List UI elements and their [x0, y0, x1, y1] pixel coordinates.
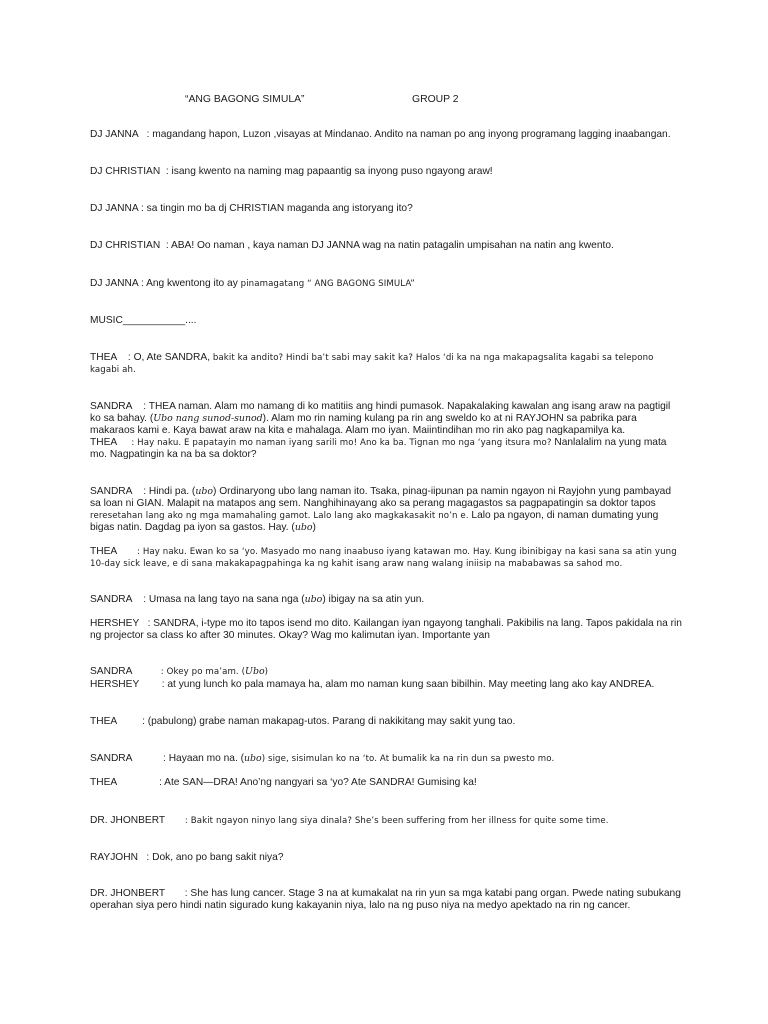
dialogue-text: Lalo pa ngayon, di naman dumating yung bigas natin. Dagdag pa iyon sa gastos. Hay. (: [90, 510, 659, 533]
dialogue-text: ) Ordinaryong ubo lang naman ito. Tsaka, pinag-iipunan pa namin ngayon ni Rayjohn yung pambayad sa loan ni GIAN. Malapit na matapos ang sem. Nanghihinayang ako sa perang magagastos sa pagpapatingin sa doktor tapos: [90, 486, 671, 509]
dialogue-text: pinamagatang “ ANG BAGONG SIMULA”: [240, 279, 415, 289]
separator: :: [160, 240, 171, 251]
dialogue-text: Dok, ano po bang sakit niya?: [152, 852, 284, 863]
separator: :: [138, 278, 147, 289]
speaker: THEA: [90, 352, 117, 363]
dialogue-line: [90, 852, 682, 864]
speaker: SANDRA: [90, 401, 132, 412]
dialogue-text: O, Ate SANDRA,: [133, 352, 213, 363]
dialogue-text: Okey po ma’am. (: [166, 667, 246, 677]
speaker: SANDRA: [90, 666, 133, 677]
script-title: “ANG BAGONG SIMULA”: [185, 94, 305, 105]
dialogue-text: ) sige, sisimulan ko na ‘to. At bumalik ka na rin dun sa pwesto mo.: [261, 754, 555, 764]
dialogue-text: Umasa na lang tayo na sana nga (: [148, 594, 305, 605]
dialogue-line: [90, 679, 682, 691]
stage-direction: Ubo: [245, 666, 265, 677]
speaker: THEA: [90, 777, 117, 788]
dialogue-line: [90, 618, 682, 642]
dialogue-line: [90, 716, 682, 728]
dialogue-text: Hay naku. E papatayin mo naman iyang sarili mo! Ano ka ba. Tignan mo nga ‘yang itsura mo?: [137, 438, 555, 448]
speaker: THEA: [90, 716, 117, 727]
speaker: RAYJOHN: [90, 852, 138, 863]
separator: :: [160, 166, 172, 177]
dialogue-text: Nanlalalim na yung mata mo. Nagpatingin ka na ba sa doktor?: [90, 437, 667, 460]
dialogue-text: ) ibigay na sa atin yun.: [322, 594, 425, 605]
separator: :: [139, 679, 168, 690]
stage-direction: ubo: [294, 522, 313, 533]
dialogue-line: [90, 129, 682, 141]
speaker: DJ CHRISTIAN: [90, 240, 161, 251]
dialogue-line: [90, 753, 682, 765]
dialogue-line: [90, 352, 682, 376]
dialogue-text: THEA naman. Alam mo namang di ko matitiis ang hindi pumasok. Napakalaking kawalan ang isang araw na pagtigil ko sa bahay. (: [90, 401, 671, 424]
speaker: SANDRA: [90, 594, 132, 605]
dialogue-line: [90, 486, 682, 534]
speaker: THEA: [90, 546, 118, 557]
dialogue-text: sa tingin mo ba dj CHRISTIAN maganda ang istoryang ito?: [146, 203, 413, 214]
speaker: SANDRA: [90, 486, 132, 497]
dialogue-line: [90, 594, 682, 606]
dialogue-line: [90, 203, 682, 215]
dialogue-text: ABA! Oo naman , kaya naman DJ JANNA wag na natin patagalin umpisahan na natin ang kwento.: [170, 240, 614, 251]
separator: :: [139, 618, 154, 629]
separator: :: [116, 777, 165, 788]
separator: :: [137, 852, 153, 863]
dialogue-text: isang kwento na naming mag papaantig sa inyong puso ngayong araw!: [171, 166, 493, 177]
speaker: DJ CHRISTIAN: [90, 166, 161, 177]
dialogue-text: SANDRA, i-type mo ito tapos isend mo dito. Kailangan iyan ngayong tanghali. Pakibilis na lang. Tapos pakidala na rin ng projector sa class ko after 30 minutes. Okay? Wag mo kalimutan iyan. Importante yan: [90, 618, 682, 641]
dialogue-text: Ate SAN—DRA! Ano’ng nangyari sa ‘yo? Ate SANDRA! Gumising ka!: [164, 777, 477, 788]
separator: :: [131, 594, 149, 605]
speaker: THEA: [90, 437, 118, 448]
separator: :: [116, 352, 134, 363]
speaker: SANDRA: [90, 753, 132, 764]
dialogue-text: reresetahan lang ako ng mga mamahaling gamot. Lalo lang ako magkakasakit no’n e.: [90, 511, 469, 521]
separator: :: [131, 486, 149, 497]
group-label: GROUP 2: [412, 94, 459, 105]
speaker: HERSHEY: [90, 679, 140, 690]
dialogue-text: Ang kwentong ito ay: [146, 278, 241, 289]
speaker: DJ JANNA: [90, 129, 139, 140]
stage-direction: ubo: [304, 594, 323, 605]
speaker: DJ JANNA: [90, 203, 139, 214]
speaker: HERSHEY: [90, 618, 140, 629]
speaker: DJ JANNA: [90, 278, 139, 289]
speaker: DR. JHONBERT: [90, 888, 165, 899]
stage-direction: ubo: [244, 753, 262, 764]
dialogue-text: ). Alam mo rin naming kulang pa rin ang sweldo ko at ni RAYJOHN sa pabrika para makaraos kami e. Kaya bawat araw na kita e mahalaga. Alam mo iyan. Maiintindihan mo rin ako pag nagkapamilya ka.: [90, 413, 637, 436]
dialogue-text: Hindi pa. (: [148, 486, 196, 497]
dialogue-line: [90, 546, 682, 570]
dialogue-text: (pabulong) grabe naman makapag-utos. Parang di nakikitang may sakit yung tao.: [147, 716, 516, 727]
music-cue: MUSIC___________....: [90, 315, 197, 326]
dialogue-line: [90, 240, 682, 252]
separator: :: [116, 716, 148, 727]
separator: :: [117, 547, 143, 557]
dialogue-line: [90, 815, 682, 827]
dialogue-line: [90, 888, 682, 912]
separator: :: [164, 888, 191, 899]
dialogue-line: [90, 278, 682, 290]
dialogue-line: [90, 437, 682, 461]
speaker: DR. JHONBERT: [90, 815, 166, 826]
dialogue-text: Hayaan mo na. (: [168, 753, 245, 764]
separator: :: [165, 816, 191, 826]
dialogue-line: [90, 401, 682, 437]
dialogue-text: bakit ka andito? Hindi ba’t sabi may sakit ka? Halos ‘di ka na nga makapagsalita kagabi sa telepono kagabi ah.: [90, 353, 654, 375]
separator: :: [131, 753, 169, 764]
dialogue-line: [90, 166, 682, 178]
separator: :: [132, 667, 167, 677]
separator: :: [117, 438, 138, 448]
stage-direction: Ubo nang sunod-sunod: [153, 413, 263, 424]
separator: :: [138, 203, 147, 214]
dialogue-text: Bakit ngayon ninyo lang siya dinala? She’s been suffering from her illness for quite some time.: [190, 816, 609, 826]
separator: :: [131, 401, 149, 412]
dialogue-text: ): [312, 522, 316, 533]
dialogue-text: at yung lunch ko pala mamaya ha, alam mo naman kung saan bibilhin. May meeting lang ako kay ANDREA.: [167, 679, 655, 690]
dialogue-text: She has lung cancer. Stage 3 na at kumakalat na rin yun sa mga katabi pang organ. Pwede nating subukang operahan siya pero hindi natin sigurado kung kakayanin niya, lalo na ng puso niya na medyo apektado na rin ng cancer.: [90, 888, 681, 911]
dialogue-text: Hay naku. Ewan ko sa ‘yo. Masyado mo nang inaabuso iyang katawan mo. Hay. Kung ibinibigay na kasi sana sa atin yung 10-day sick leave, e di sana makakapagpahinga ka ng kahit isang araw nang walang iniisip na mababawas sa sahod mo.: [90, 547, 677, 569]
dialogue-line: [90, 777, 682, 789]
separator: :: [138, 129, 153, 140]
stage-direction: ubo: [195, 486, 214, 497]
dialogue-line: [90, 666, 682, 678]
dialogue-text: ): [264, 667, 269, 677]
dialogue-text: magandang hapon, Luzon ,visayas at Mindanao. Andito na naman po ang inyong programang lagging inaabangan.: [152, 129, 671, 140]
